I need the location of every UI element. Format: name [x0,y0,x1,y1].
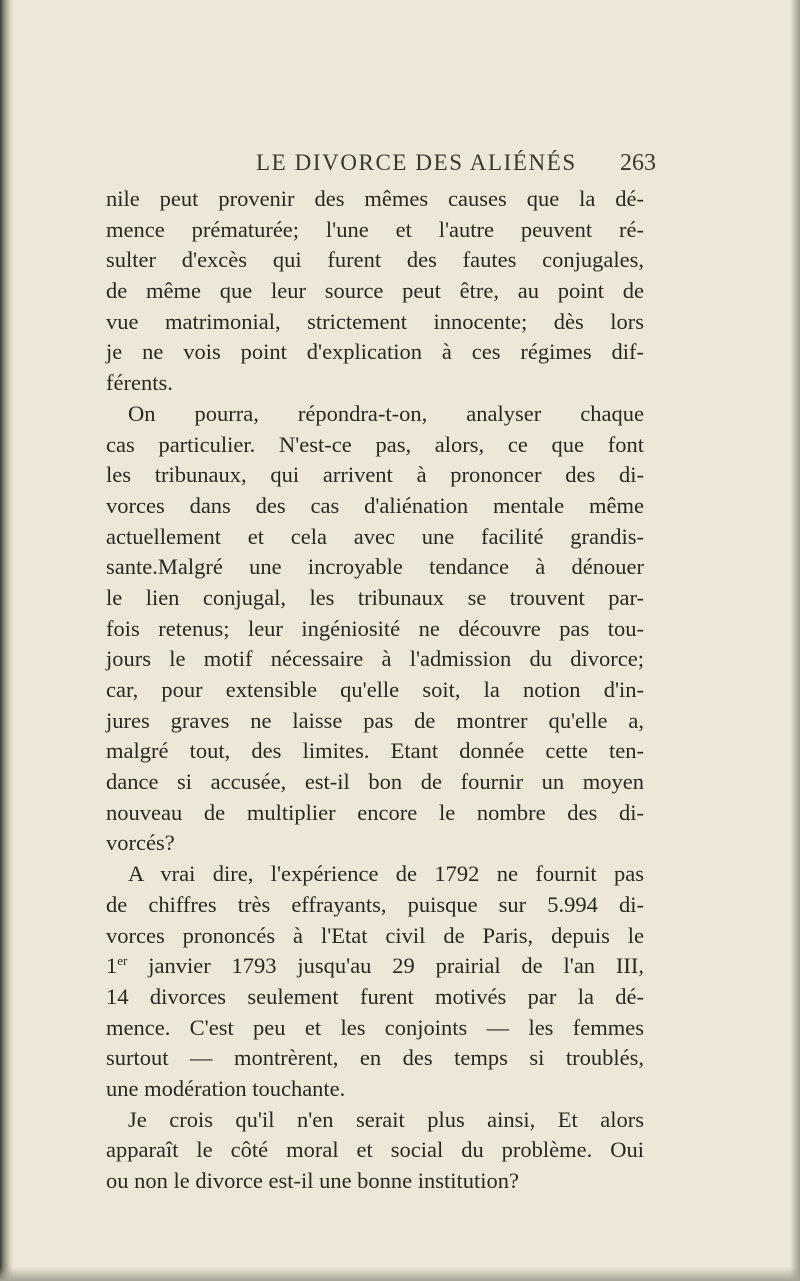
text-line: jures graves ne laisse pas de montrer qu'elle a, [106,707,644,733]
page-edge-right [790,0,800,1281]
text-line: jours le motif nécessaire à l'admission du divorce; [106,646,644,672]
text-line: nile peut provenir des mêmes causes que la dé- [106,186,644,211]
text-line: le lien conjugal, les tribunaux se trouvent par- [106,584,644,610]
text-line: vorcés? [106,830,175,856]
text-line: nouveau de multiplier encore le nombre des di- [106,799,644,825]
page-edge-left [0,0,14,1281]
text-line: de même que leur source peut être, au point de [106,278,644,304]
text-line: mence. C'est peu et les conjoints — les femmes [106,1014,644,1040]
text-line: cas particulier. N'est-ce pas, alors, ce que font [106,431,644,457]
text-line: dance si accusée, est-il bon de fournir un moyen [106,769,644,795]
text-line: les tribunaux, qui arrivent à prononcer des di- [106,462,644,488]
text-line: je ne vois point d'explication à ces régimes dif- [106,339,644,365]
text-line: surtout — montrèrent, en des temps si troublés, [106,1045,644,1071]
text-line: On pourra, répondra-t-on, analyser chaque [128,400,644,426]
text-line: Je crois qu'il n'en serait plus ainsi, Et alors [128,1106,644,1132]
text-line: actuellement et cela avec une facilité grandis- [106,523,644,549]
text-line: férents. [106,370,173,396]
text-line: vue matrimonial, strictement innocente; dès lors [106,308,644,334]
text-line: apparaît le côté moral et social du problème. Oui [106,1137,644,1163]
running-head [256,150,656,182]
page-number: 263 [620,150,656,176]
text-line: A vrai dire, l'expérience de 1792 ne fournit pas [128,861,644,887]
text-line: vorces prononcés à l'Etat civil de Paris, depuis le [106,922,644,948]
text-line: vorces dans des cas d'aliénation mentale même [106,492,644,518]
body-text [106,184,644,1197]
text-line: ou non le divorce est-il une bonne institution? [106,1168,520,1193]
text-fragment: janvier 1793 jusqu'au 29 prairial de l'an III, [148,953,644,979]
text-line: malgré tout, des limites. Etant donnée cette ten- [106,738,644,764]
ordinal-number: 1 [106,953,118,979]
text-line-with-ordinal [106,951,644,982]
running-title: LE DIVORCE DES ALIÉNÉS [256,150,577,175]
text-line: de chiffres très effrayants, puisque sur 5.994 di- [106,891,644,917]
text-line: fois retenus; leur ingéniosité ne découvre pas tou- [106,615,644,641]
text-line: mence prématurée; l'une et l'autre peuvent ré- [106,216,644,242]
text-line: une modération touchante. [106,1075,346,1101]
ordinal-suffix: er [117,953,128,969]
page-edge-bottom [0,1267,800,1281]
text-line: sante.Malgré une incroyable tendance à dénouer [106,554,644,580]
text-line: 14 divorces seulement furent motivés par la dé- [106,983,644,1009]
text-line: sulter d'excès qui furent des fautes conjugales, [106,247,644,273]
text-line: car, pour extensible qu'elle soit, la notion d'in- [106,677,644,702]
